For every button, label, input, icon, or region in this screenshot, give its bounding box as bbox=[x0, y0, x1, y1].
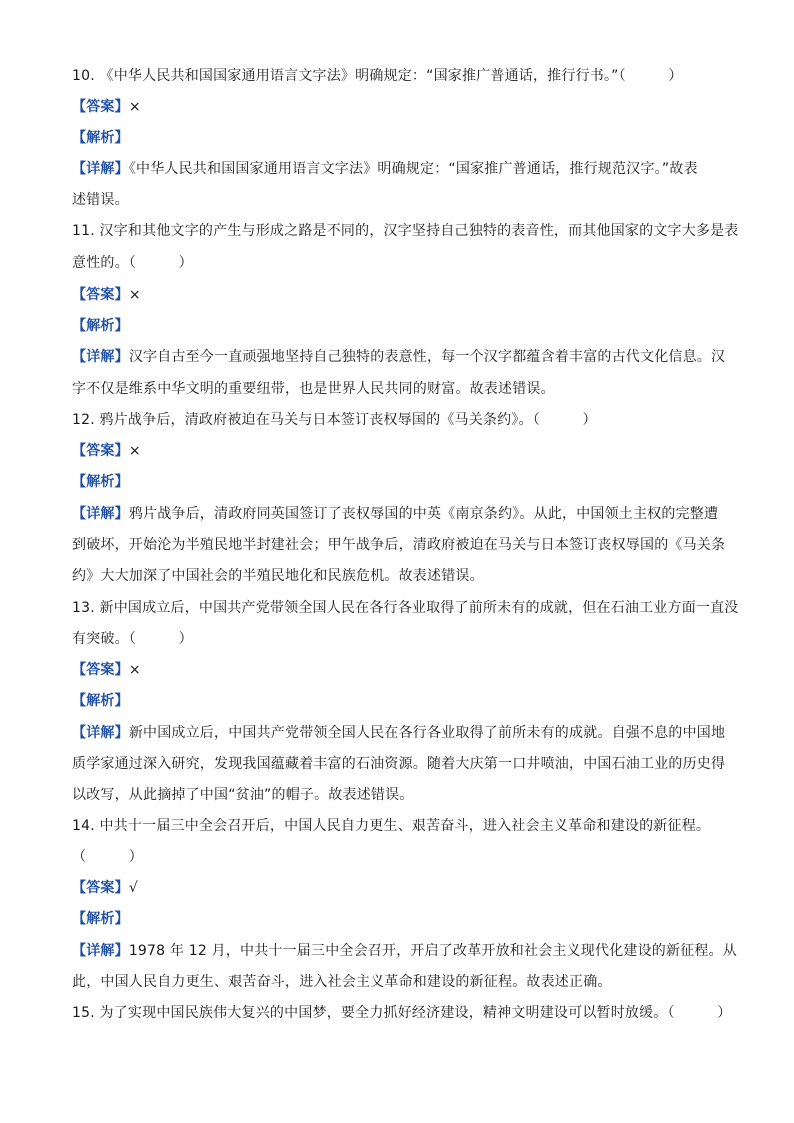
question-12-answer-row bbox=[72, 442, 732, 460]
question-13-text-1: 13. 新中国成立后，中国共产党带领全国人民在各行各业取得了前所未有的成就，但在石油工业方面一直没 bbox=[72, 600, 739, 616]
question-13-detail-3: 以改写，从此摘掉了中国“贫油”的帽子。故表述错误。 bbox=[72, 787, 414, 803]
question-11-text-2: 意性的。（ ） bbox=[72, 255, 193, 271]
question-12-text: 12. 鸦片战争后，清政府被迫在马关与日本签订丧权辱国的《马关条约》。（ ） bbox=[72, 412, 597, 428]
question-12-detail-3: 约》大大加深了中国社会的半殖民地化和民族危机。故表述错误。 bbox=[72, 568, 484, 584]
question-13-analysis-row bbox=[72, 692, 732, 710]
answer-tag: 【答案】 bbox=[72, 880, 129, 896]
question-11-analysis-row bbox=[72, 317, 732, 335]
question-14-answer: √ bbox=[128, 880, 138, 896]
question-11-detail-row bbox=[72, 348, 732, 366]
question-14-detail-row bbox=[72, 942, 738, 960]
question-10-answer: × bbox=[128, 99, 141, 115]
question-10-detail-row bbox=[72, 160, 732, 178]
question-14-analysis-row bbox=[72, 910, 732, 928]
answer-tag: 【答案】 bbox=[72, 99, 129, 115]
question-13-detail-2: 质学家通过深入研究，发现我国蕴藏着丰富的石油资源。随着大庆第一口井喷油，中国石油工业的历史得 bbox=[72, 756, 726, 772]
detail-tag: 【详解】 bbox=[72, 161, 129, 177]
answer-tag: 【答案】 bbox=[72, 662, 129, 678]
question-12-detail-2: 到破坏，开始沦为半殖民地半封建社会；甲午战争后，清政府被迫在马关与日本签订丧权辱国的《马关条 bbox=[72, 537, 726, 553]
question-13-detail-1: 新中国成立后，中国共产党带领全国人民在各行各业取得了前所未有的成就。自强不息的中国地 bbox=[128, 725, 726, 741]
question-11-answer-row bbox=[72, 286, 732, 304]
question-10-detail-1: 《中华人民共和国国家通用语言文字法》明确规定：“国家推广普通话，推行规范汉字。”故表 bbox=[128, 161, 698, 177]
question-11-detail-1: 汉字自古至今一直顽强地坚持自己独特的表意性，每一个汉字都蕴含着丰富的古代文化信息。汉 bbox=[128, 349, 726, 365]
analysis-tag: 【解析】 bbox=[72, 318, 129, 334]
detail-tag: 【详解】 bbox=[72, 349, 129, 365]
question-13-text-2: 有突破。（ ） bbox=[72, 631, 193, 647]
question-10-detail-2: 述错误。 bbox=[72, 192, 129, 208]
detail-tag: 【详解】 bbox=[72, 506, 129, 522]
question-13-detail-row bbox=[72, 724, 732, 742]
question-12-detail-row bbox=[72, 505, 732, 523]
question-12-detail-1: 鸦片战争后，清政府同英国签订了丧权辱国的中英《南京条约》。从此，中国领土主权的完整遭 bbox=[128, 506, 719, 522]
question-10-text: 10. 《中华人民共和国国家通用语言文字法》明确规定：“国家推广普通话，推行行书。”（ ） bbox=[72, 68, 683, 84]
question-11-text-1: 11. 汉字和其他文字的产生与形成之路是不同的，汉字坚持自己独特的表音性，而其他国家的文字大多是表 bbox=[72, 223, 739, 239]
question-14-text-1: 14. 中共十一届三中全会召开后，中国人民自力更生、艰苦奋斗，进入社会主义革命和建设的新征程。 bbox=[72, 818, 711, 834]
question-13-answer: × bbox=[128, 662, 141, 678]
detail-tag: 【详解】 bbox=[72, 943, 129, 959]
question-14-answer-row bbox=[72, 879, 732, 897]
analysis-tag: 【解析】 bbox=[72, 693, 129, 709]
question-15-text: 15. 为了实现中国民族伟大复兴的中国梦，要全力抓好经济建设，精神文明建设可以暂时放缓。（ ） bbox=[72, 1005, 732, 1021]
answer-tag: 【答案】 bbox=[72, 443, 129, 459]
analysis-tag: 【解析】 bbox=[72, 130, 129, 146]
answer-tag: 【答案】 bbox=[72, 287, 129, 303]
analysis-tag: 【解析】 bbox=[72, 474, 129, 490]
question-11-detail-2: 字不仅是维系中华文明的重要纽带，也是世界人民共同的财富。故表述错误。 bbox=[72, 381, 555, 397]
question-12-answer: × bbox=[128, 443, 141, 459]
question-14-detail-1: 1978 年 12 月，中共十一届三中全会召开，开启了改革开放和社会主义现代化建设的新征程。从 bbox=[128, 943, 738, 959]
detail-tag: 【详解】 bbox=[72, 725, 129, 741]
question-10-answer-row bbox=[72, 98, 732, 116]
question-14-detail-2: 此，中国人民自力更生、艰苦奋斗，进入社会主义革命和建设的新征程。故表述正确。 bbox=[72, 974, 612, 990]
question-14-text-2: （ ） bbox=[72, 849, 143, 865]
question-13-answer-row bbox=[72, 661, 732, 679]
question-10-analysis-row bbox=[72, 129, 732, 147]
question-12-analysis-row bbox=[72, 473, 732, 491]
question-11-answer: × bbox=[128, 287, 141, 303]
analysis-tag: 【解析】 bbox=[72, 911, 129, 927]
